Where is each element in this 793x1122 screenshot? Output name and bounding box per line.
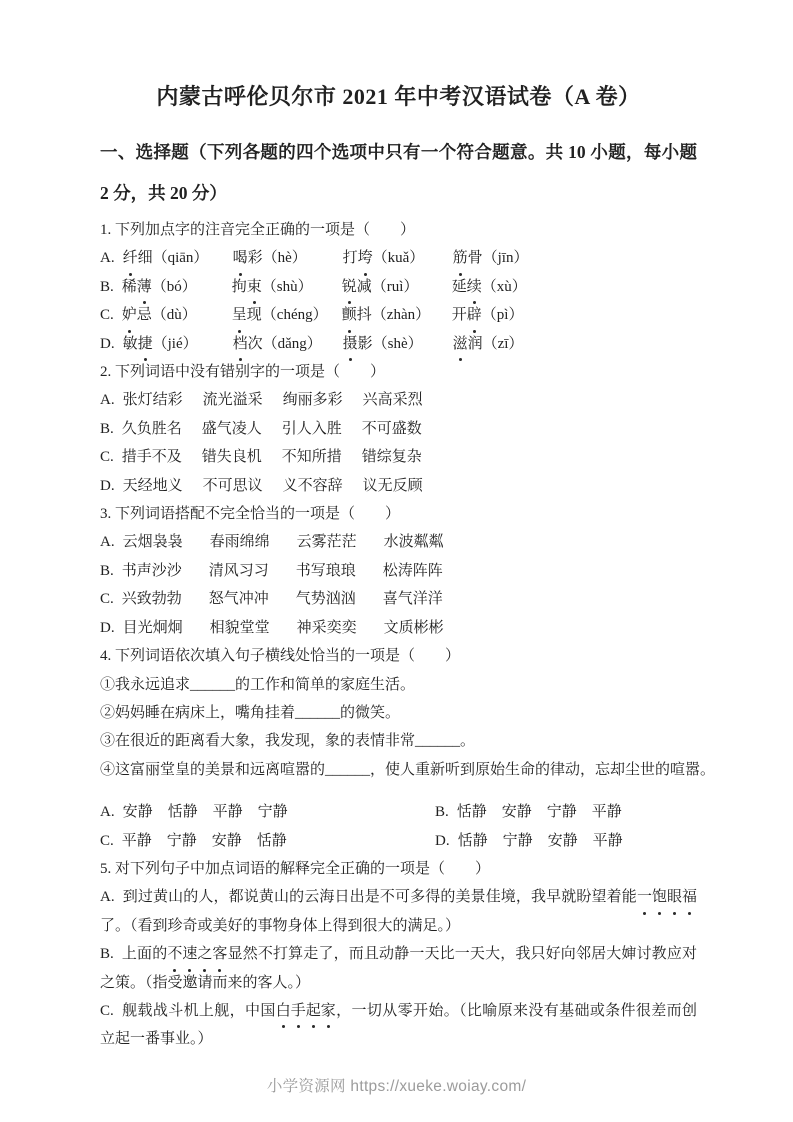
question-stem: 3. 下列词语搭配不完全恰当的一项是（ ） <box>100 506 401 523</box>
option-label: C. <box>100 307 114 324</box>
option-label: D. <box>100 335 115 352</box>
option-paragraph: A. 到过黄山的人，都说黄山的云海日出是不可多得的美景佳境，我早就盼望着能一饱眼福了。（看到珍奇或美好的事物身体上得到很大的满足。） <box>100 883 697 940</box>
option-grid <box>100 798 697 855</box>
option-item: 开辟（pì） <box>452 301 524 329</box>
dotted-char: 妒 <box>122 301 137 329</box>
option-item: 打垮（kuǎ） <box>343 244 453 272</box>
option-label: A. <box>100 534 115 551</box>
dotted-char: 起 <box>306 997 321 1025</box>
dotted-char: 之 <box>197 940 212 968</box>
option-label: D. <box>100 619 115 636</box>
section-heading: 一、选择题（下列各题的四个选项中只有一个符合题意。共 10 小题，每小题 2 分，共 20 分） <box>100 142 697 203</box>
dotted-char: 颤 <box>342 301 357 329</box>
option-paragraph: C. 舰载战斗机上舰，中国白手起家，一切从零开始。（比喻原来没有基础或条件很差而创立起一番事业。） <box>100 997 697 1054</box>
dotted-char: 呈 <box>232 301 247 329</box>
questions-container <box>100 216 716 1054</box>
question-stem: 1. 下列加点字的注音完全正确的一项是（ ） <box>100 222 416 238</box>
option-item: 目光炯炯 <box>122 619 183 636</box>
option-item: 水波粼粼 <box>383 534 444 551</box>
option-item: 兴致勃勃 <box>121 591 182 608</box>
option-label: A. <box>100 392 115 409</box>
option-item: 书声沙沙 <box>121 562 182 579</box>
option-label: C. <box>100 591 114 608</box>
option-item: 恬静 <box>167 804 198 821</box>
dotted-char: 垮 <box>358 244 373 272</box>
option <box>435 827 623 855</box>
dotted-char: 束 <box>247 273 262 301</box>
option-item: 不可盛数 <box>361 420 422 437</box>
option-row <box>100 472 697 500</box>
option-item: 神采奕奕 <box>296 619 357 636</box>
option-item: 安静 <box>501 804 532 821</box>
option-item: 措手不及 <box>121 449 182 466</box>
option-item: 相貌堂堂 <box>209 619 270 636</box>
dotted-char: 手 <box>291 997 306 1025</box>
option-label: D. <box>100 477 115 494</box>
option-label: B. <box>100 278 114 295</box>
option-item: 文质彬彬 <box>383 619 444 636</box>
option-item: 兴高采烈 <box>362 392 423 409</box>
fill-blank-sentence: ①我永远追求______的工作和简单的家庭生活。 <box>100 676 416 693</box>
option-item: 久负胜名 <box>121 420 182 437</box>
option-item: 流光溢采 <box>202 392 263 409</box>
option-item: 平静 <box>591 804 622 821</box>
option-label: C. <box>100 832 114 849</box>
dotted-char: 一 <box>637 883 652 911</box>
option <box>100 798 435 826</box>
option-label: C. <box>100 1002 114 1019</box>
dotted-char: 纤 <box>123 244 138 272</box>
dotted-char: 薄 <box>137 273 152 301</box>
question-stem: 2. 下列词语中没有错别字的一项是（ ） <box>100 364 386 381</box>
dotted-char: 不 <box>167 940 182 968</box>
fill-blank-sentence: ②妈妈睡在病床上，嘴角挂着______的微笑。 <box>100 704 401 721</box>
option-item: 恬静 <box>256 832 287 849</box>
option-item: 锐减（ruì） <box>342 273 452 301</box>
dotted-char: 家 <box>321 997 336 1025</box>
option-item: 妒忌（dù） <box>122 301 232 329</box>
option-row <box>100 614 697 642</box>
option-item: 气势汹汹 <box>295 591 356 608</box>
option-item: 清风习习 <box>208 562 269 579</box>
option-label: A. <box>100 804 115 821</box>
option-item: 安静 <box>547 832 578 849</box>
option-item: 延续（xù） <box>452 273 527 301</box>
option-row <box>100 244 697 272</box>
option-item: 张灯结彩 <box>122 392 183 409</box>
question-1 <box>100 216 697 358</box>
dotted-char: 饱 <box>652 883 667 911</box>
option-row <box>100 585 697 613</box>
option-row <box>100 528 697 556</box>
option-item: 春雨绵绵 <box>209 534 270 551</box>
option-item: 错综复杂 <box>361 449 422 466</box>
option-item: 稀薄（bó） <box>122 273 232 301</box>
option-item: 档次（dǎng） <box>233 330 343 358</box>
option-item: 议无反顾 <box>362 477 423 494</box>
option-item: 错失良机 <box>201 449 262 466</box>
dotted-char: 摄 <box>343 330 358 358</box>
dotted-char: 档 <box>233 330 248 358</box>
dotted-char: 眼 <box>667 883 682 911</box>
option-item: 宁静 <box>546 804 577 821</box>
dotted-char: 喝 <box>233 244 248 272</box>
dotted-char: 辟 <box>467 301 482 329</box>
question-4 <box>100 642 716 855</box>
option-item: 盛气凌人 <box>201 420 262 437</box>
option-label: B. <box>100 420 114 437</box>
dotted-char: 滋 <box>453 330 468 358</box>
option-item: 滋润（zī） <box>453 330 524 358</box>
option-item: 呈现（chéng） <box>232 301 342 329</box>
option-item: 安静 <box>122 804 153 821</box>
dotted-char: 速 <box>182 940 197 968</box>
footer-watermark: 小学资源网 https://xueke.woiay.com/ <box>266 1078 527 1095</box>
option-item: 宁静 <box>502 832 533 849</box>
option-label: A. <box>100 250 115 267</box>
option-item: 云烟袅袅 <box>122 534 183 551</box>
option-item: 不知所措 <box>281 449 342 466</box>
option-item: 平静 <box>212 804 243 821</box>
option-item: 喜气洋洋 <box>382 591 443 608</box>
question-3 <box>100 500 697 642</box>
option <box>435 798 622 826</box>
option-item: 松涛阵阵 <box>382 562 443 579</box>
question-stem: 5. 对下列句子中加点词语的解释完全正确的一项是（ ） <box>100 860 491 877</box>
option-pair-row <box>100 798 697 826</box>
option-item: 平静 <box>121 832 152 849</box>
dotted-char: 捷 <box>138 330 153 358</box>
option-row <box>100 301 697 329</box>
option-item: 恬静 <box>457 832 488 849</box>
option-item: 宁静 <box>257 804 288 821</box>
fill-blank-sentence: ④这富丽堂皇的美景和远离喧嚣的______，使人重新听到原始生命的律动，忘却尘世的喧嚣。 <box>100 761 716 778</box>
option-item: 安静 <box>211 832 242 849</box>
option-row <box>100 273 697 301</box>
option-item: 云雾茫茫 <box>296 534 357 551</box>
page-title: 内蒙古呼伦贝尔市 2021 年中考汉语试卷（A 卷） <box>156 84 641 109</box>
dotted-char: 白 <box>276 997 291 1025</box>
option-item: 敏捷（jié） <box>123 330 233 358</box>
option-item: 喝彩（hè） <box>233 244 343 272</box>
question-5 <box>100 855 697 1054</box>
option-item: 恬静 <box>456 804 487 821</box>
option-item: 怒气冲冲 <box>208 591 269 608</box>
option-item: 引人入胜 <box>281 420 342 437</box>
option-item: 平静 <box>592 832 623 849</box>
option-label: B. <box>435 804 449 821</box>
option-item: 义不容辞 <box>282 477 343 494</box>
option-row <box>100 330 697 358</box>
option-label: C. <box>100 449 114 466</box>
question-2 <box>100 358 697 500</box>
dotted-char: 客 <box>212 940 227 968</box>
option-item: 纤细（qiān） <box>123 244 233 272</box>
option-item: 绚丽多彩 <box>282 392 343 409</box>
option-item: 拘束（shù） <box>232 273 342 301</box>
option-label: B. <box>100 562 114 579</box>
option-row <box>100 557 697 585</box>
option-item: 天经地义 <box>122 477 183 494</box>
dotted-char: 筋 <box>453 244 468 272</box>
option-item: 不可思议 <box>202 477 263 494</box>
option-item: 颤抖（zhàn） <box>342 301 452 329</box>
option-item: 筋骨（jīn） <box>453 244 529 272</box>
option-item: 宁静 <box>166 832 197 849</box>
option-label: D. <box>435 832 450 849</box>
option-item: 摄影（shè） <box>343 330 453 358</box>
fill-blank-sentence: ③在很近的距离看大象，我发现，象的表情非常______。 <box>100 733 476 750</box>
dotted-char: 锐 <box>342 273 357 301</box>
option-item: 书写琅琅 <box>295 562 356 579</box>
option <box>100 827 435 855</box>
option-label: A. <box>100 889 115 906</box>
option-pair-row <box>100 827 697 855</box>
option-row <box>100 386 697 414</box>
option-row <box>100 443 697 471</box>
option-label: B. <box>100 946 114 963</box>
question-stem: 4. 下列词语依次填入句子横线处恰当的一项是（ ） <box>100 648 461 665</box>
option-paragraph: B. 上面的不速之客显然不打算走了，而且动静一天比一天大，我只好向邻居大婶讨教应对之策。（指受邀请而来的客人。） <box>100 940 697 997</box>
dotted-char: 福 <box>682 883 697 911</box>
dotted-char: 续 <box>467 273 482 301</box>
option-row <box>100 415 697 443</box>
